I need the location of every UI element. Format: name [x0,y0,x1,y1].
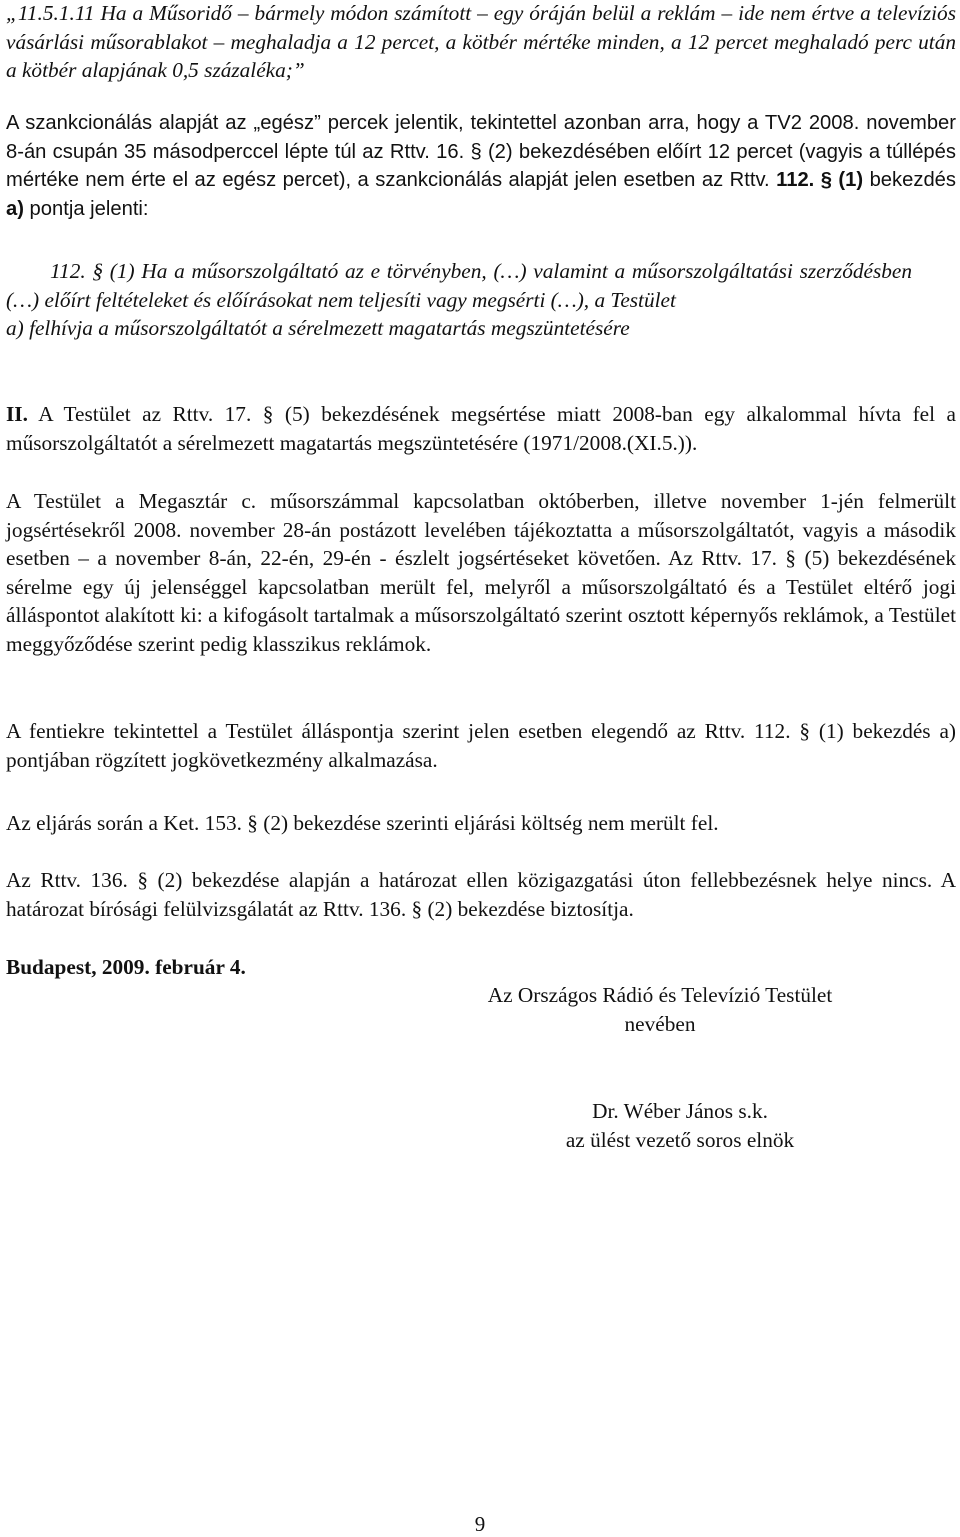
issuing-body-name: Az Országos Rádió és Televízió Testület [487,983,833,1007]
conclusion-paragraph [6,717,956,774]
law-quote-paragraph [6,257,912,343]
cost-text: Az eljárás során a Ket. 153. § (2) bekezdése szerinti eljárási költség nem merült fel. [6,811,719,835]
previous-violation-text: A Testület az Rttv. 17. § (5) bekezdésének megsértése miatt 2008-ban egy alkalommal hívta fel a műsorszolgáltatót a sérelmezett magatartás megszüntetésére (1971/2008.(XI.5.)). [6,402,956,455]
issuing-body-behalf: nevében [624,1012,696,1036]
megasztar-text: A Testület a Megasztár c. műsorszámmal kapcsolatban októberben, illetve november 1-jén felmerült jogsértésekről 2008. november 28-án postázott levelében tájékoztatta a műsorszolgáltatót, vagyis a második esetben – a november 8-án, 22-én, 29-én - észlelt jogsértéseket követően. Az Rttv. 17. § (5) bekezdésének sérelme egy új jelenséggel kapcsolatban merült fel, melyről a műsorszolgáltató és a Testület eltérő jogi álláspontot alakított ki: a kifogásolt tartalmak a műsorszolgáltató szerint osztott képernyős reklámok, a Testület meggyőződése szerint pedig klasszikus reklámok. [6,489,956,656]
appeal-text: Az Rttv. 136. § (2) bekezdése alapján a határozat ellen közigazgatási úton fellebbezésnek helye nincs. A határozat bírósági felülvizsgálatát az Rttv. 136. § (2) bekezdése biztosítja. [6,868,956,921]
signature-block [500,1097,860,1155]
section-numeral: II. [6,402,28,426]
appeal-paragraph [6,866,956,923]
place-date: Budapest, 2009. február 4. [6,955,246,979]
sanction-basis-text-3: pontja jelenti: [23,197,149,220]
previous-violation-paragraph [6,400,956,457]
signer-title: az ülést vezető soros elnök [565,1128,795,1152]
page-number: 9 [474,1512,486,1536]
conclusion-text: A fentiekre tekintettel a Testület álláspontja szerint jelen esetben elegendő az Rttv. 112. § (1) bekezdés a) pontjában rögzített jogkövetkezmény alkalmazása. [6,719,956,772]
law-quote-text: 112. § (1) Ha a műsorszolgáltató az e törvényben, (…) valamint a műsorszolgáltatási szerződésben (…) előírt feltételeket és előírásokat nem teljesíti vagy megsérti (…), a Testület [6,259,912,312]
signer-name: Dr. Wéber János s.k. [592,1099,768,1123]
sanction-basis-ref: 112. § (1) [776,169,864,191]
sanction-basis-paragraph [6,109,956,223]
law-quote-point-a: a) felhívja a műsorszolgáltatót a sérelmezett magatartás megszüntetésére [6,316,630,340]
quoted-rule-paragraph [6,0,956,85]
sanction-basis-point: a) [6,197,24,220]
quoted-rule-text: „11.5.1.11 Ha a Műsoridő – bármely módon számított – egy óráján belül a reklám – ide nem értve a televíziós vásárlási műsorablakot – meghaladja a 12 percet, a kötbér mértéke minden, a 12 percet meghaladó perc után a kötbér alapjának 0,5 százaléka;” [6,1,956,82]
megasztar-paragraph [6,487,956,658]
cost-paragraph [6,809,956,838]
sanction-basis-text-2: bekezdés [863,169,956,191]
sanction-basis-text: A szankcionálás alapját az „egész” percek jelentik, tekintettel azonban arra, hogy a TV2 2008. november 8-án csupán 35 másodperccel lépte túl az Rttv. 16. § (2) bekezdésében előírt 12 percet (vagyis a túllépés mértéke nem érte el az egész percet), a szankcionálás alapját jelen esetben az Rttv. [6,112,956,191]
issuing-body-block [430,981,890,1039]
